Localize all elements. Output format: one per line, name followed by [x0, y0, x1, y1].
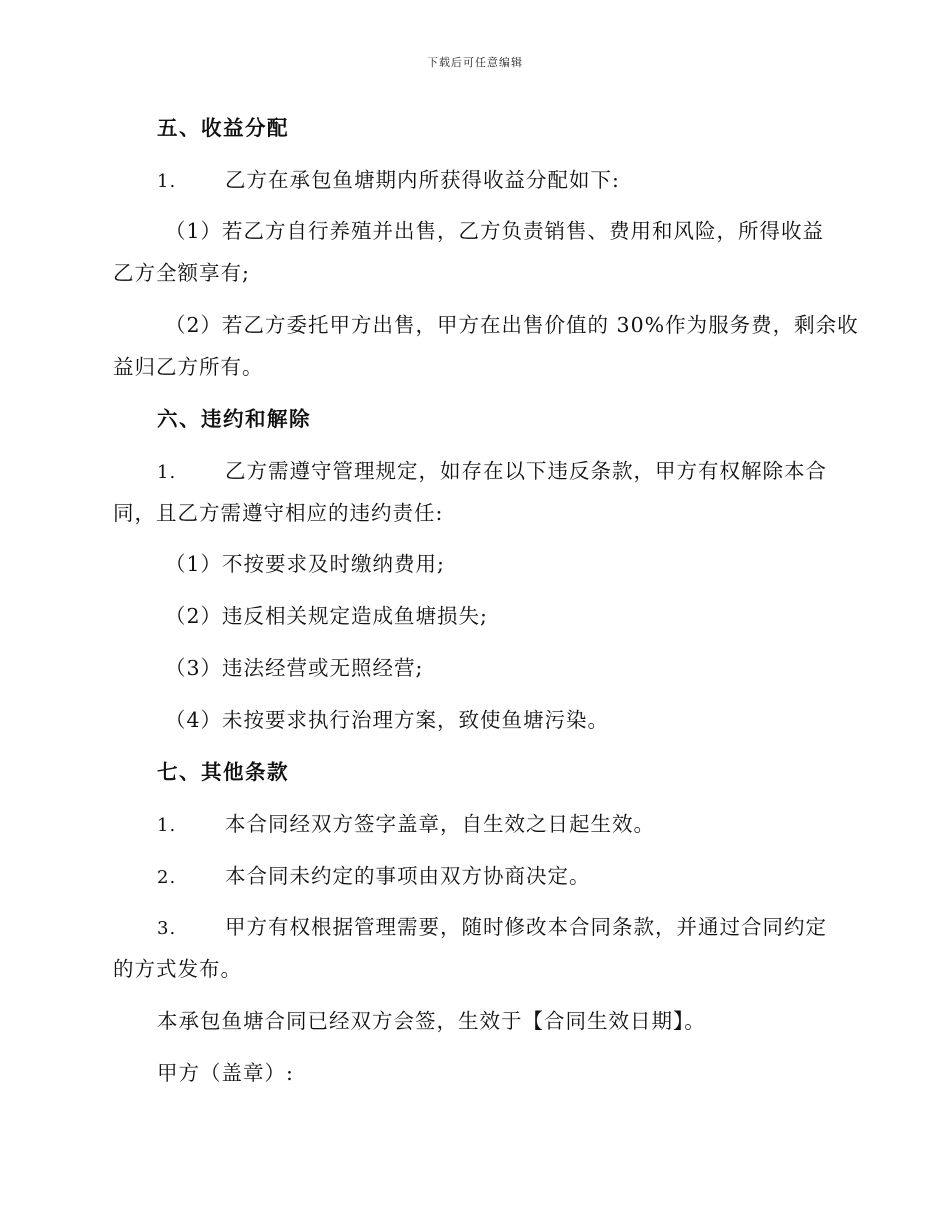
closing-statement: 本承包鱼塘合同已经双方会签，生效于【合同生效日期】。	[157, 1009, 706, 1033]
item-number: 1.	[157, 815, 177, 836]
section-5-sub-1-line-1: （1）若乙方自行养殖并出售，乙方负责销售、费用和风险，所得收益	[165, 219, 825, 243]
section-7-item-1	[157, 810, 655, 840]
section-6-sub-4: （4）未按要求执行治理方案，致使鱼塘污染。	[165, 708, 610, 732]
item-text: 本合同未约定的事项由双方协商决定。	[225, 864, 591, 888]
page-header: 下载后可任意编辑	[427, 56, 523, 69]
item-number: 1.	[157, 462, 177, 483]
section-6-sub-3: （3）违法经营或无照经营;	[165, 656, 424, 680]
section-7-item-3-line-2: 的方式发布。	[113, 957, 242, 981]
item-number: 1.	[157, 171, 177, 192]
item-text: 甲方有权根据管理需要，随时修改本合同条款，并通过合同约定	[225, 915, 827, 939]
party-a-signature-label: 甲方（盖章）:	[157, 1061, 294, 1085]
section-6-sub-1: （1）不按要求及时缴纳费用;	[165, 552, 445, 576]
item-number: 2.	[157, 867, 177, 888]
item-text: 乙方需遵守管理规定，如存在以下违反条款，甲方有权解除本合	[225, 459, 827, 483]
section-5-title: 五、收益分配	[157, 116, 289, 140]
section-5-sub-1-line-2: 乙方全额享有;	[113, 261, 250, 285]
section-6-title: 六、违约和解除	[157, 407, 311, 431]
item-text: 乙方在承包鱼塘期内所获得收益分配如下:	[225, 168, 620, 192]
section-6-item-1	[157, 457, 827, 487]
item-text: 本合同经双方签字盖章，自生效之日起生效。	[225, 812, 655, 836]
section-7-item-3	[157, 913, 827, 943]
item-number: 3.	[157, 918, 177, 939]
section-5-item-1	[157, 166, 620, 196]
section-7-item-2	[157, 862, 591, 892]
section-6-item-1-line-2: 同，且乙方需遵守相应的违约责任:	[113, 501, 444, 525]
section-6-sub-2: （2）违反相关规定造成鱼塘损失;	[165, 604, 488, 628]
section-7-title: 七、其他条款	[157, 760, 289, 784]
section-5-sub-2-line-1: （2）若乙方委托甲方出售，甲方在出售价值的 30%作为服务费，剩余收	[165, 313, 859, 337]
section-5-sub-2-line-2: 益归乙方所有。	[113, 355, 264, 379]
